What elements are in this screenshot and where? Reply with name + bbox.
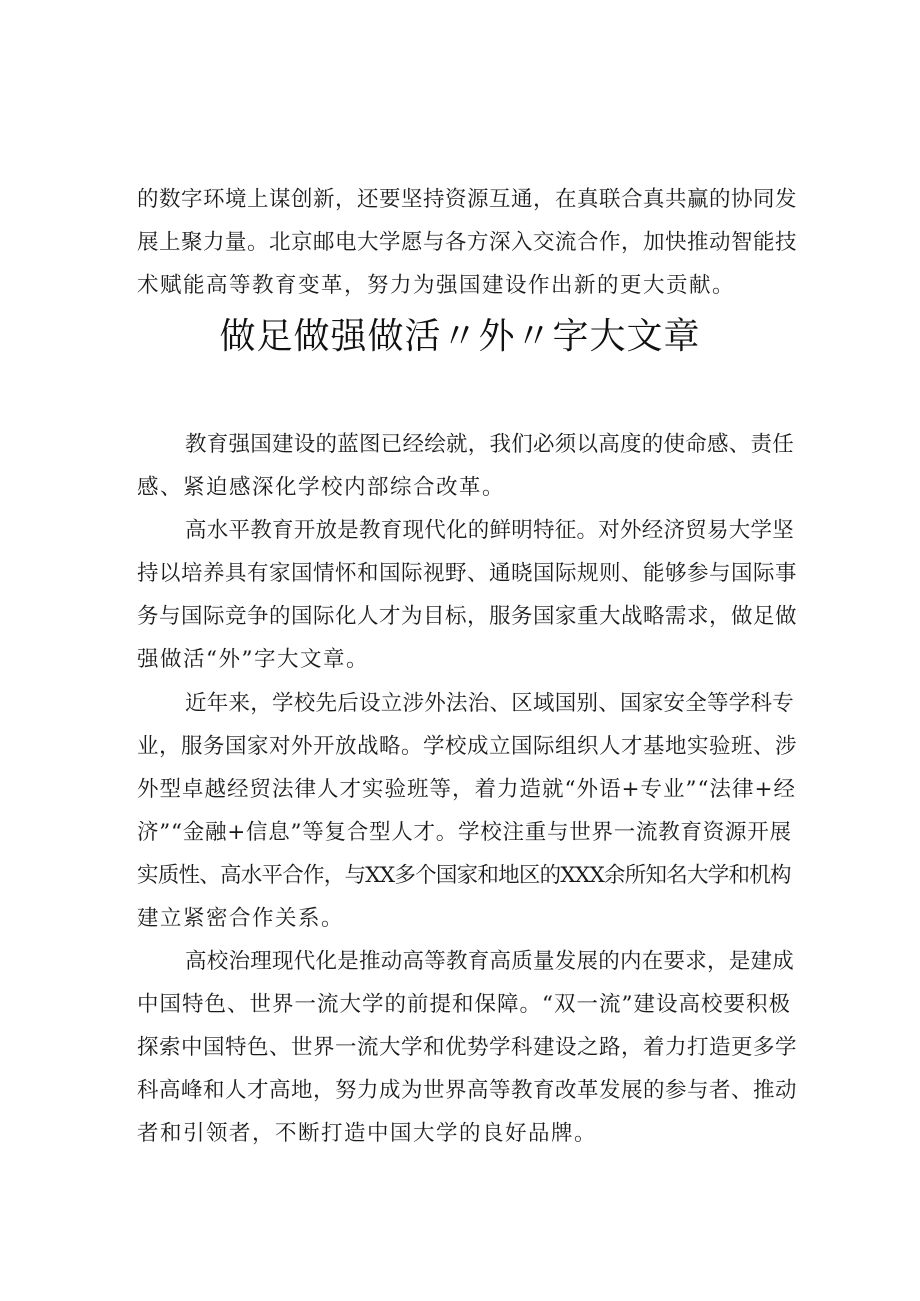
- paragraph-4-line: 者和引领者，不断打造中国大学的良好品牌。: [137, 1121, 598, 1146]
- paragraph-3-line: 外型卓越经贸法律人才实验班等，着力造就“外语+专业”“法律+经: [137, 777, 797, 802]
- paragraph-1-line: 教育强国建设的蓝图已经绘就，我们必须以高度的使命感、责任: [185, 432, 795, 457]
- paragraph-4-line: 高校治理现代化是推动高等教育高质量发展的内在要求，是建成: [185, 949, 795, 974]
- paragraph-2-line: 务与国际竞争的国际化人才为目标，服务国家重大战略需求，做足做: [137, 604, 798, 629]
- continuation-line: 术赋能高等教育变革，努力为强国建设作出新的更大贡献。: [137, 273, 736, 298]
- paragraph-3-line: 业，服务国家对外开放战略。学校成立国际组织人才基地实验班、涉: [137, 734, 798, 759]
- paragraph-1-line: 感、紧迫感深化学校内部综合改革。: [137, 475, 506, 500]
- article-title: 做足做强做活〃外〃字大文章: [219, 316, 701, 357]
- paragraph-3-line: 近年来，学校先后设立涉外法治、区域国别、国家安全等学科专: [185, 691, 795, 716]
- paragraph-3-line: 实质性、高水平合作，与XX多个国家和地区的XXX余所知名大学和机构: [137, 863, 791, 888]
- paragraph-4-line: 探索中国特色、世界一流大学和优势学科建设之路，着力打造更多学: [137, 1035, 798, 1060]
- paragraph-2-line: 持以培养具有家国情怀和国际视野、通晓国际规则、能够参与国际事: [137, 561, 798, 586]
- paragraph-4-line: 中国特色、世界一流大学的前提和保障。“双一流”建设高校要积极: [137, 992, 791, 1017]
- paragraph-2-line: 高水平教育开放是教育现代化的鲜明特征。对外经济贸易大学坚: [185, 518, 795, 543]
- paragraph-4-line: 科高峰和人才高地，努力成为世界高等教育改革发展的参与者、推动: [137, 1078, 798, 1103]
- continuation-line: 的数字环境上谋创新，还要坚持资源互通，在真联合真共赢的协同发: [137, 187, 798, 212]
- paragraph-3-line: 济”“金融+信息”等复合型人才。学校注重与世界一流教育资源开展: [137, 820, 792, 845]
- continuation-line: 展上聚力量。北京邮电大学愿与各方深入交流合作，加快推动智能技: [137, 230, 798, 255]
- paragraph-2-line: 强做活“外”字大文章。: [137, 647, 369, 672]
- paragraph-3-line: 建立紧密合作关系。: [137, 906, 345, 931]
